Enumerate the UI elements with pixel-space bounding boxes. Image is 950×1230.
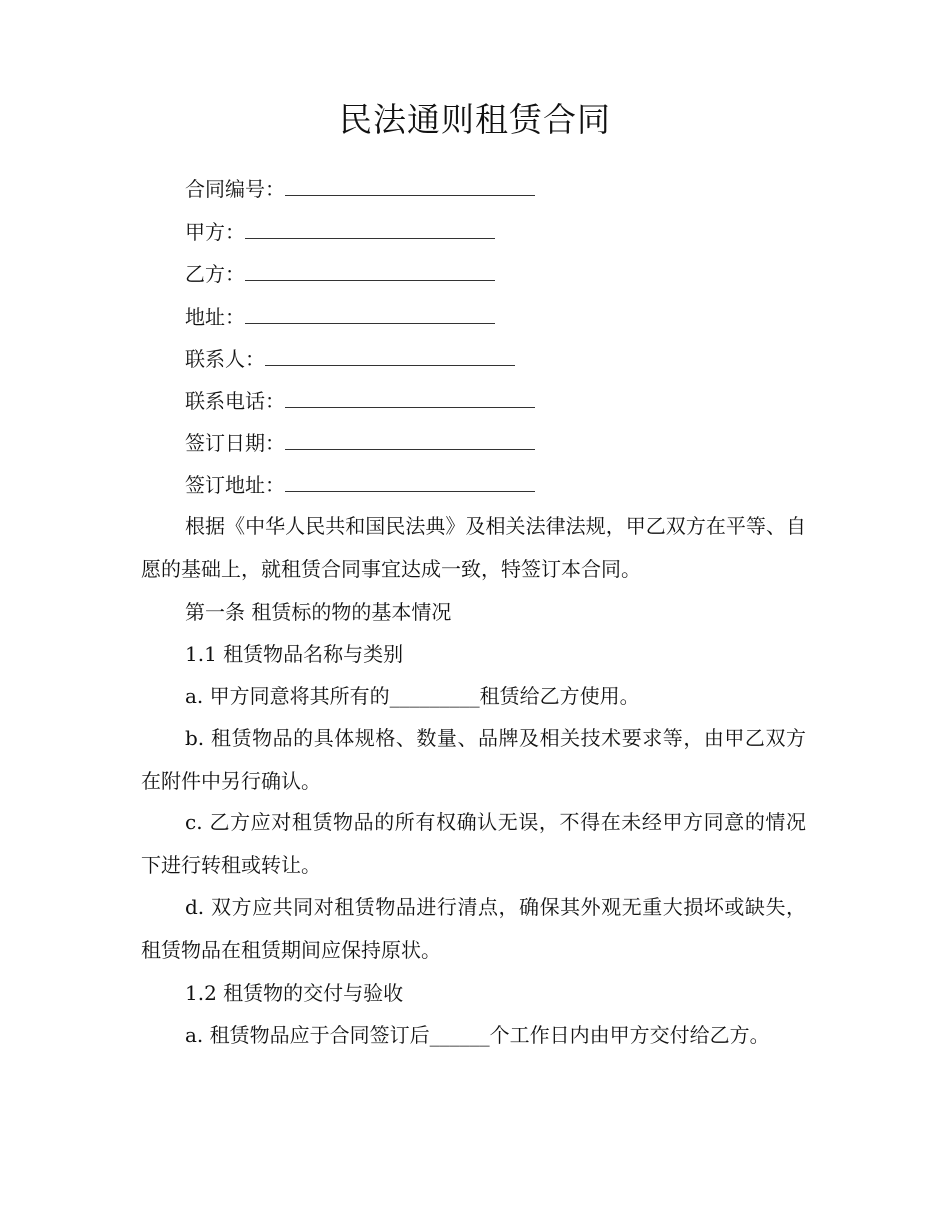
field-contract-no [185, 175, 535, 203]
clause-1-2-a: a. 租赁物品应于合同签订后______个工作日内由甲方交付给乙方。 [185, 1023, 770, 1047]
field-sign-place [185, 471, 535, 499]
clause-1-1-b: b. 租赁物品的具体规格、数量、品牌及相关技术要求等，由甲乙双方在附件中另行确认。 [141, 726, 806, 793]
field-address [185, 303, 495, 331]
clause-1-1-a: a. 甲方同意将其所有的_________租赁给乙方使用。 [185, 684, 640, 708]
field-label: 联系电话： [185, 389, 285, 413]
field-party-a [185, 218, 495, 246]
field-contact [185, 345, 515, 373]
field-sign-date [185, 429, 535, 457]
field-label: 签订地址： [185, 473, 285, 497]
blank-line [245, 260, 495, 281]
blank-line [285, 471, 535, 492]
field-phone [185, 387, 535, 415]
document-title: 民法通则租赁合同 [339, 100, 611, 139]
field-label: 签订日期： [185, 431, 285, 455]
intro-paragraph: 根据《中华人民共和国民法典》及相关法律法规，甲乙双方在平等、自愿的基础上，就租赁合同事宜达成一致，特签订本合同。 [141, 514, 806, 581]
field-label: 乙方： [185, 262, 245, 286]
section-1-1-heading: 1.1 租赁物品名称与类别 [185, 642, 404, 666]
blank-line [265, 345, 515, 366]
field-party-b [185, 260, 495, 288]
section-1-2-heading: 1.2 租赁物的交付与验收 [185, 981, 404, 1005]
article-1-heading: 第一条 租赁标的物的基本情况 [185, 600, 452, 624]
field-label: 合同编号： [185, 177, 285, 201]
blank-line [285, 429, 535, 450]
field-label: 甲方： [185, 220, 245, 244]
blank-line [245, 218, 495, 239]
blank-line [245, 303, 495, 324]
field-label: 地址： [185, 305, 245, 329]
blank-line [285, 387, 535, 408]
clause-1-1-d: d. 双方应共同对租赁物品进行清点，确保其外观无重大损坏或缺失，租赁物品在租赁期间应保持原状。 [141, 895, 806, 962]
blank-line [285, 175, 535, 196]
field-label: 联系人： [185, 347, 265, 371]
clause-1-1-c: c. 乙方应对租赁物品的所有权确认无误，不得在未经甲方同意的情况下进行转租或转让。 [141, 810, 806, 877]
